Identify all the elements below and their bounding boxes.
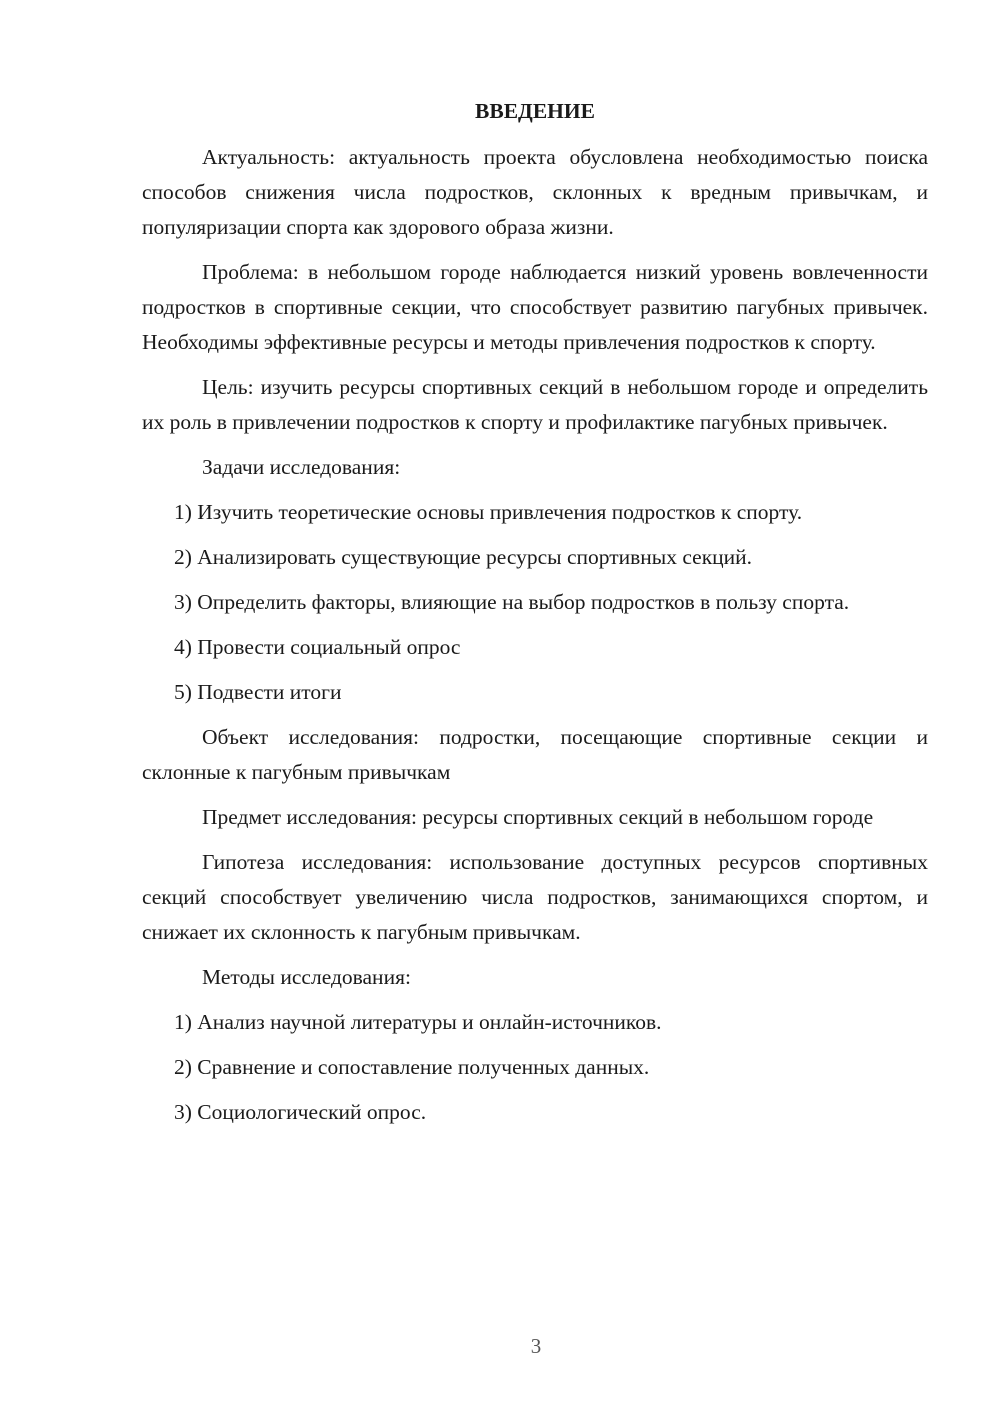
section-heading: ВВЕДЕНИЕ: [475, 99, 595, 123]
subject-paragraph: Предмет исследования: ресурсы спортивных секций в небольшом городе: [202, 805, 874, 829]
task-item: 1) Изучить теоретические основы привлечения подростков к спорту.: [174, 500, 803, 524]
task-item: 5) Подвести итоги: [174, 680, 342, 704]
tasks-title: Задачи исследования:: [202, 455, 401, 479]
methods-title: Методы исследования:: [202, 965, 411, 989]
task-item: 2) Анализировать существующие ресурсы спортивных секций.: [174, 545, 753, 569]
page-number: 3: [530, 1334, 542, 1358]
relevance-paragraph: Актуальность: актуальность проекта обусловлена необходимостью поиска способов снижения числа подростков, склонных к вредным привычкам, и популяризации спорта как здорового образа жизни.: [142, 145, 928, 239]
document-page: [142, 96, 928, 1140]
task-item: 4) Провести социальный опрос: [174, 635, 461, 659]
goal-paragraph: Цель: изучить ресурсы спортивных секций в небольшом городе и определить их роль в привлечении подростков к спорту и профилактике пагубных привычек.: [142, 375, 928, 434]
problem-paragraph: Проблема: в небольшом городе наблюдается низкий уровень вовлеченности подростков в спортивные секции, что способствует развитию пагубных привычек. Необходимы эффективные ресурсы и методы привлечения подростков к спорту.: [142, 260, 928, 354]
object-paragraph: Объект исследования: подростки, посещающие спортивные секции и склонные к пагубным привычкам: [142, 725, 928, 784]
method-item: 3) Социологический опрос.: [174, 1100, 427, 1124]
method-item: 1) Анализ научной литературы и онлайн-источников.: [174, 1010, 662, 1034]
task-item: 3) Определить факторы, влияющие на выбор подростков в пользу спорта.: [174, 590, 850, 614]
hypothesis-paragraph: Гипотеза исследования: использование доступных ресурсов спортивных секций способствует увеличению числа подростков, занимающихся спортом, и снижает их склонность к пагубным привычкам.: [142, 850, 928, 944]
method-item: 2) Сравнение и сопоставление полученных данных.: [174, 1055, 650, 1079]
